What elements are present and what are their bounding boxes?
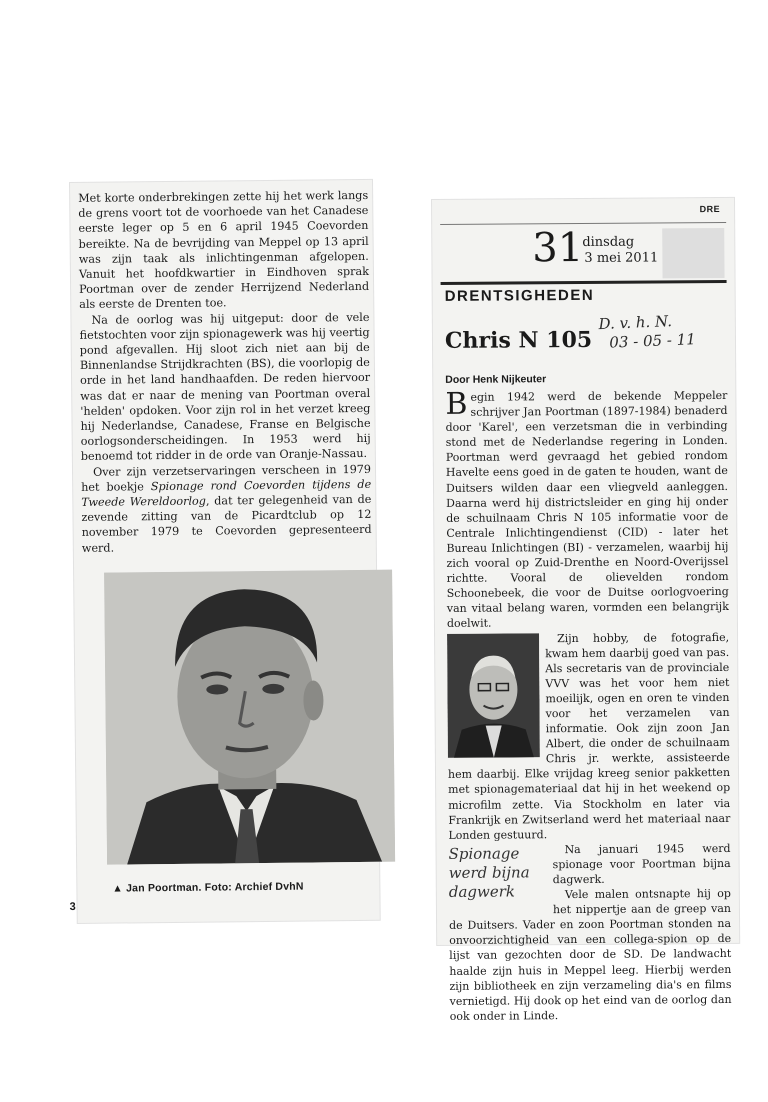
right-newspaper-clipping	[432, 198, 739, 1023]
portrait-photo-jan-poortman	[104, 570, 395, 865]
section-title: DRENTSIGHEDEN	[444, 286, 595, 305]
article-body	[445, 388, 731, 1024]
article-paragraph-1-text: egin 1942 werd de bekende Meppeler schrijver Jan Poortman (1897-1984) benaderd door 'Karel', een verzetsman die in verbinding stond met de Nederlandse regering in Londen. Poortman werd gevraagd het gebied rondom Havelte eens goed in de gaten te houden, want de Duitsers wilden daar een vliegveld aanleggen. Daarna werd hij districtsleider en ging hij onder de schuilnaam Chris N 105 informatie voor de Centrale Inlichtingendienst (CID) - later het Bureau Inlichtingen (BI) - verzamelen, waarbij hij zich vooral op Zuid-Drenthe en Noord-Overijssel richtte. Vooral de olievelden rondom Schoonebeek, die voor de Duitse oorlogvoering van vitaal belang waren, vormden een belangrijk doelwit.	[445, 388, 729, 631]
article-paragraph-4: Vele malen ontsnapte hij op het nippertje aan de greep van de Duitsers. Vader en zoon Poortman stonden na onvoorzichtigheid van een collega-spion op de lijst van gezochten door de SD. De landwacht haalde zijn huis in Meppel leeg. Hierbij werden zijn bibliotheek en zijn verzameling dia's en films vernietigd. Hij dook op het eind van de oorlog dan ook onder in Linde.	[449, 887, 732, 1023]
article-paragraph-2: Zijn hobby, de fotografie, kwam hem daarbij goed van pas. Als secretaris van de provinciale VVV was het voor hem niet moeilijk, ogen en oren te vinden voor het verzamelen van informatie. Ook zijn zoon Jan Albert, die onder de schuilnaam Chris jr. werkte, assisteerde hem daarbij. Elke vrijdag kreeg senior pakketten met spionagemateriaal dat hij in het weekend op microfilm zette. Via Stockholm en later via Frankrijk en Zwitserland werd het materiaal naar Londen gestuurd.	[447, 630, 731, 842]
left-paragraph-3-end: , dat ter gelegenheid van de zevende zitting van de Picardtclub op 12 november 1979 te Coevorden gepresenteerd werd.	[81, 492, 372, 555]
left-paragraph-2: Na de oorlog was hij uitgeput: door de vele fietstochten voor zijn spionagewerk was hij veertig pond afgevallen. Hij sloot zich niet aan bij de Binnenlandse Strijdkrachten (BS), die voorlopig de orde in het land handhaafden. De reden hiervoor was dat er naar de mening van Poortman overal 'helden' opdoken. Voor zijn rol in het verzet kreeg hij Nederlandse, Canadese, Franse en Belgische oorlogsonderscheidingen. In 1953 werd hij benoemd tot ridder in de orde van Oranje-Nassau.	[79, 310, 371, 464]
author-photo-illustration	[447, 633, 540, 758]
photo-caption: ▲ Jan Poortman. Foto: Archief DvhN	[112, 880, 304, 895]
header-grey-block	[662, 228, 724, 278]
left-paragraph-3	[81, 462, 372, 556]
section-rule	[441, 280, 727, 285]
page-number: 31	[532, 224, 584, 272]
headline: Chris N 105	[444, 326, 593, 354]
publication-date: 3 mei 2011	[584, 250, 659, 266]
article-paragraph-1	[445, 388, 729, 631]
handwritten-source: D. v. h. N.	[598, 312, 673, 334]
book-title: Spionage rond Coevorden tijdens de Tweede Wereldoorlog	[81, 477, 372, 509]
byline: Door Henk Nijkeuter	[445, 373, 547, 386]
edge-mark: 3	[69, 900, 76, 914]
article-paragraph-3: Na januari 1945 werd spionage voor Poortman bijna dagwerk.	[552, 841, 731, 887]
left-paragraph-1: Met korte onderbrekingen zette hij het werk langs de grens voort tot de voorhoede van het Canadese eerste leger op 5 en 6 april 1945 Coevorden bereikte. Na de bevrijding van Meppel op 13 april was zijn taak als inlichtingenman afgelopen. Vanuit het hoofdkwartier in Eindhoven sprak Poortman over de zender Herrijzend Nederland als eerste de Drenten toe.	[78, 188, 370, 312]
left-newspaper-clipping	[70, 180, 380, 923]
handwritten-date: 03 - 05 - 11	[608, 330, 697, 352]
left-paragraph-3-start: Over zijn verzetservaringen verscheen in 1979 het boekje	[81, 462, 372, 494]
section-tag: DRE	[699, 203, 721, 215]
weekday: dinsdag	[582, 234, 635, 250]
top-rule	[440, 222, 726, 225]
portrait-illustration	[104, 570, 395, 865]
pull-quote: Spionage werd bijna dagwerk	[448, 844, 530, 901]
dropcap: B	[445, 386, 468, 422]
handwritten-note	[598, 310, 729, 353]
author-photo	[447, 633, 540, 758]
left-article-text	[78, 188, 372, 556]
